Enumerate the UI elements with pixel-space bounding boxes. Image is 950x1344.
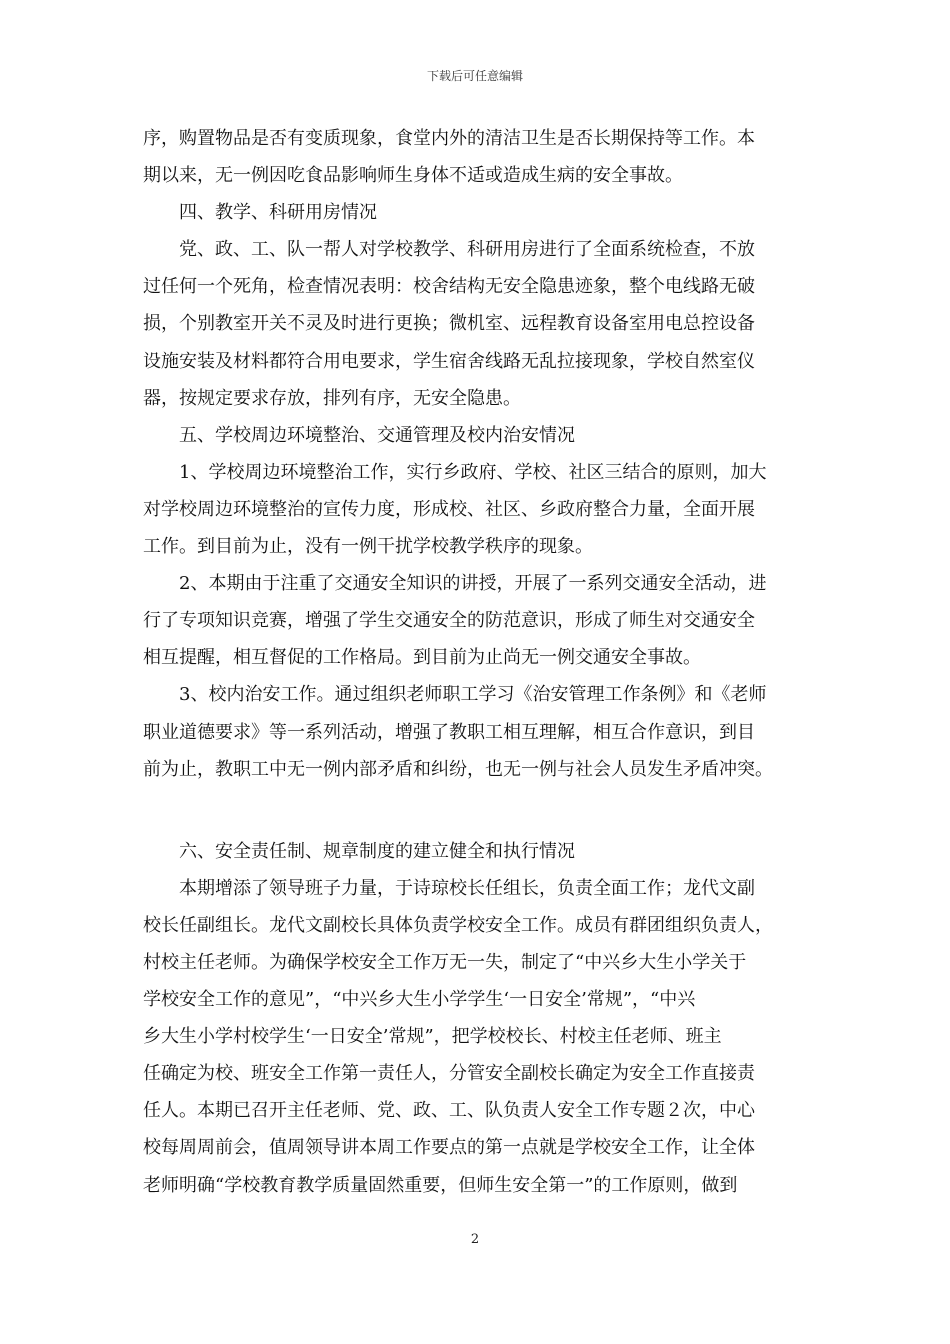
text-line: 过任何一个死角，检查情况表明：校舍结构无安全隐患迹象，整个电线路无破 [143, 276, 755, 298]
paragraph-block [143, 120, 809, 788]
paragraph-gap [143, 788, 809, 833]
document-body [143, 120, 809, 1204]
text-line: 五、学校周边环境整治、交通管理及校内治安情况 [179, 424, 575, 446]
text-line: 任人。本期已召开主任老师、党、政、工、队负责人安全工作专题２次，中心 [143, 1100, 755, 1122]
text-line: 1、学校周边环境整治工作，实行乡政府、学校、社区三结合的原则，加大 [179, 461, 767, 483]
text-line: 工作。到目前为止，没有一例干扰学校教学秩序的现象。 [143, 536, 593, 558]
text-line: 3、校内治安工作。通过组织老师职工学习《治安管理工作条例》和《老师 [179, 684, 767, 706]
text-line: 村校主任老师。为确保学校安全工作万无一失，制定了“中兴乡大生小学关于 [143, 951, 747, 973]
text-line: 2、本期由于注重了交通安全知识的讲授，开展了一系列交通安全活动，进 [179, 573, 767, 595]
text-line: 序，购置物品是否有变质现象，食堂内外的清洁卫生是否长期保持等工作。本 [143, 128, 755, 149]
text-line: 校长任副组长。龙代文副校长具体负责学校安全工作。成员有群团组织负责人， [143, 914, 773, 936]
page-number: 2 [470, 1232, 480, 1247]
text-line: 本期增添了领导班子力量，于诗琼校长任组长，负责全面工作；龙代文副 [179, 877, 755, 899]
text-line: 设施安装及材料都符合用电要求，学生宿舍线路无乱拉接现象，学校自然室仪 [143, 350, 755, 372]
text-line: 相互提醒，相互督促的工作格局。到目前为止尚无一例交通安全事故。 [143, 647, 701, 669]
text-line: 校每周周前会，值周领导讲本周工作要点的第一点就是学校安全工作，让全体 [143, 1137, 755, 1159]
text-line: 四、教学、科研用房情况 [179, 202, 377, 224]
text-line: 前为止，教职工中无一例内部矛盾和纠纷，也无一例与社会人员发生矛盾冲突。 [143, 758, 773, 780]
text-line: 行了专项知识竞赛，增强了学生交通安全的防范意识，形成了师生对交通安全 [143, 610, 755, 632]
text-line: 任确定为校、班安全工作第一责任人，分管安全副校长确定为安全工作直接责 [143, 1063, 755, 1085]
text-line: 六、安全责任制、规章制度的建立健全和执行情况 [179, 840, 575, 862]
text-line: 职业道德要求》等一系列活动，增强了教职工相互理解，相互合作意识，到目 [143, 721, 755, 743]
paragraph-block [143, 833, 809, 1204]
text-line: 器，按规定要求存放，排列有序，无安全隐患。 [143, 387, 521, 409]
text-line: 党、政、工、队一帮人对学校教学、科研用房进行了全面系统检查，不放 [179, 239, 755, 261]
text-line: 对学校周边环境整治的宣传力度，形成校、社区、乡政府整合力量，全面开展 [143, 498, 755, 520]
text-line: 老师明确“学校教育教学质量固然重要，但师生安全第一”的工作原则，做到 [143, 1174, 738, 1196]
text-line: 损，个别教室开关不灵及时进行更换；微机室、远程教育设备室用电总控设备 [143, 313, 755, 335]
text-line: 学校安全工作的意见”，“中兴乡大生小学学生‘一日安全’常规”，“中兴 [143, 989, 696, 1011]
text-line: 乡大生小学村校学生‘一日安全’常规”，把学校校长、村校主任老师、班主 [143, 1026, 722, 1048]
text-line: 期以来，无一例因吃食品影响师生身体不适或造成生病的安全事故。 [143, 165, 683, 187]
page-header: 下载后可任意编辑 [426, 69, 523, 83]
